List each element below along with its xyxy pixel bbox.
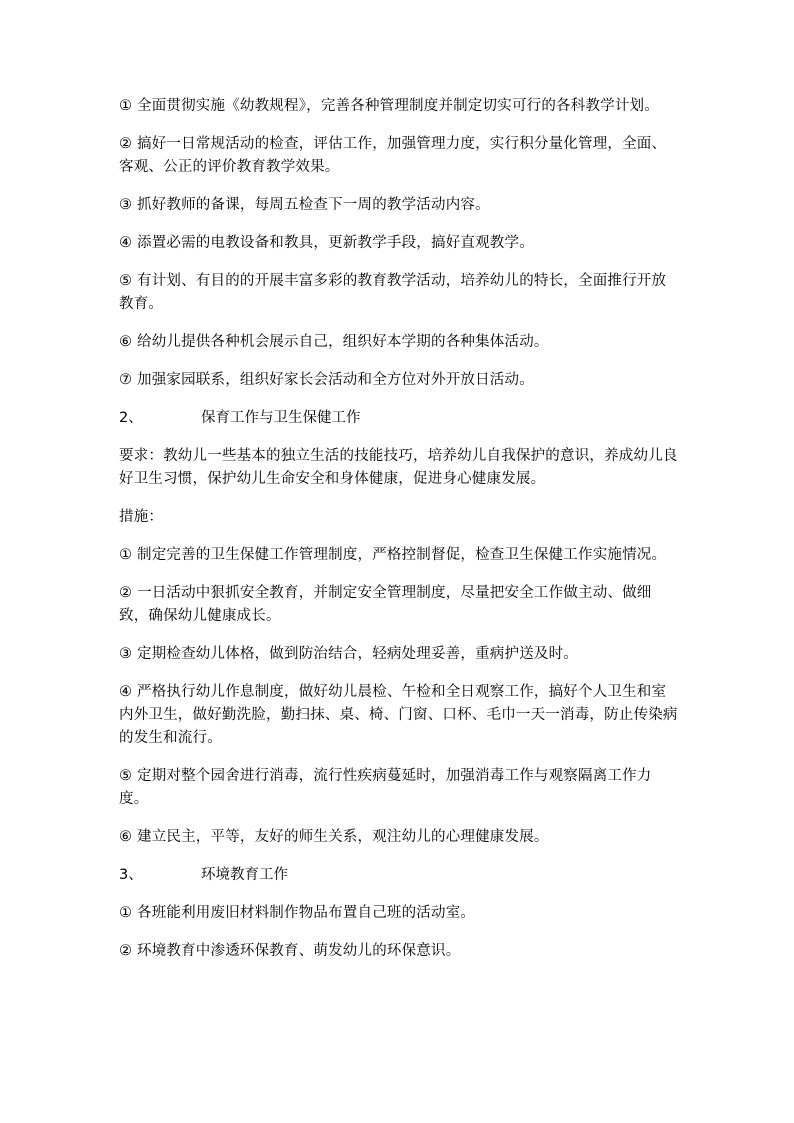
list-item: ② 环境教育中渗透环保教育、萌发幼儿的环保意识。 — [119, 943, 461, 959]
list-item: ⑤ 定期对整个园舍进行消毒，流行性疾病蔓延时，加强消毒工作与观察隔离工作力度。 — [119, 768, 652, 807]
list-item: ① 各班能利用废旧材料制作物品布置自己班的活动室。 — [119, 905, 476, 921]
list-item: ③ 定期检查幼儿体格，做到防治结合，轻病处理妥善，重病护送及时。 — [119, 646, 579, 662]
section-2-measures-label: 措施： — [119, 509, 164, 525]
section-2-requirement: 要求：教幼儿一些基本的独立生活的技能技巧，培养幼儿自我保护的意识，养成幼儿良好卫生习惯，保护幼儿生命安全和身体健康，促进身心健康发展。 — [119, 448, 678, 487]
list-item: ⑥ 建立民主，平等，友好的师生关系，观注幼儿的心理健康发展。 — [119, 829, 549, 845]
list-item: ① 制定完善的卫生保健工作管理制度，严格控制督促，检查卫生保健工作实施情况。 — [119, 547, 667, 563]
section-3-heading — [119, 864, 679, 887]
list-item: ④ 严格执行幼儿作息制度，做好幼儿晨检、午检和全日观察工作，搞好个人卫生和室内外卫生，做好勤洗脸，勤扫抹、桌、椅、门窗、口杯、毛巾一天一消毒，防止传染病的发生和流行。 — [119, 684, 678, 746]
list-item: ① 全面贯彻实施《幼教规程》，完善各种管理制度并制定切实可行的各科教学计划。 — [119, 98, 659, 114]
section-2-heading — [119, 407, 679, 430]
list-item: ② 一日活动中狠抓安全教育，并制定安全管理制度，尽量把安全工作做主动、做细致，确保幼儿健康成长。 — [119, 585, 652, 624]
list-item: ④ 添置必需的电教设备和教具，更新教学手段，搞好直观教学。 — [119, 235, 534, 251]
section-3-number: 3、 — [119, 867, 143, 883]
list-item: ② 搞好一日常规活动的检查，评估工作，加强管理力度，实行积分量化管理，全面、客观、公正的评价教育教学效果。 — [119, 136, 667, 175]
list-item: ⑥ 给幼儿提供各种机会展示自己，组织好本学期的各种集体活动。 — [119, 334, 549, 350]
list-item: ⑦ 加强家园联系，组织好家长会活动和全方位对外开放日活动。 — [119, 372, 534, 388]
list-item: ③ 抓好教师的备课，每周五检查下一周的教学活动内容。 — [119, 197, 490, 213]
list-item: ⑤ 有计划、有目的的开展丰富多彩的教育教学活动，培养幼儿的特长，全面推行开放教育。 — [119, 273, 667, 312]
section-3-title: 环境教育工作 — [201, 867, 288, 883]
section-2-number: 2、 — [119, 410, 143, 426]
section-2-title: 保育工作与卫生保健工作 — [201, 410, 361, 426]
document-page — [119, 95, 679, 978]
